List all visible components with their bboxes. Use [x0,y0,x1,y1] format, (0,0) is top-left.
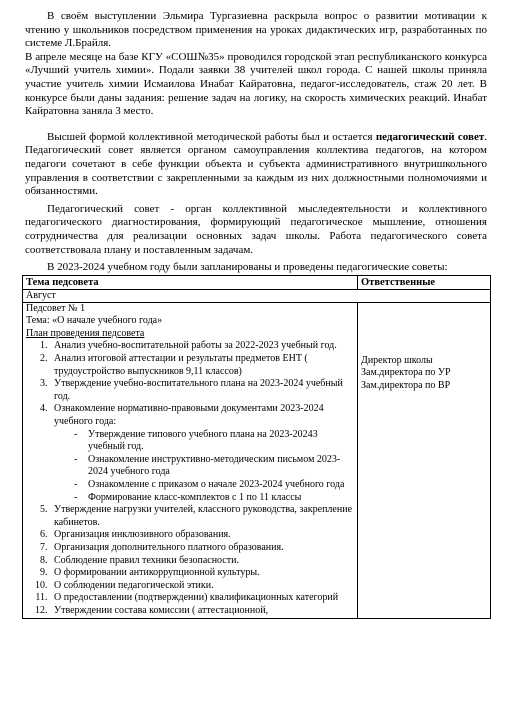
intro-text: Высшей формой коллективной методической работы был и остается [47,130,376,143]
header-responsible: Ответственные [358,275,491,289]
list-item: 10. О соблюдении педагогической этики. [50,580,354,593]
month-label: Август [23,289,491,302]
list-item: 12. Утверждении состава комиссии ( аттестационной, [50,605,354,618]
responsible-deputy-vr: Зам.директора по ВР [361,379,451,391]
bold-term: педагогический совет [375,130,485,143]
list-item: 11. О предоставлении (подтверждении) квалификационных категорий [50,592,354,605]
list-item: 2. Анализ итоговой аттестации и результаты предметов ЕНТ ( трудоустройство выпускников 9,11 классов) [50,353,354,378]
paragraph-contest: В апреле месяце на базе КГУ «СОШ№35» проводился городской этап республиканского конкурса «Лучший учитель химии». Подали заявки 38 учителей школ города. С нашей школы приняла участие учитель химии Исмаилова Инабат Кайратовна, педагог-исследователь, стаж 20 лет. В конкурсе были даны задания: решение задач на логику, на скорость химических реакций. Инабат Кайратовна заняла 3 место. [25,50,487,118]
sub-list-item: - Формирование класс-комплектов с 1 по 11 классы [74,492,354,505]
responsible-cell [358,302,491,618]
header-topic: Тема педсовета [23,275,358,289]
table-header-row [23,275,491,289]
plan-title: План проведения педсовета [26,327,145,339]
council-number: Педсовет № 1 [26,302,86,314]
list-item: 6. Организация инклюзивного образования. [50,529,354,542]
sub-list [54,429,354,505]
council-details [23,302,358,618]
sub-list-item: - Ознакомление с приказом о начале 2023-2024 учебного года [74,479,354,492]
responsible-deputy-ur: Зам.директора по УР [361,367,451,379]
pedsovet-table [22,275,491,619]
responsible-director: Директор школы [361,354,433,366]
list-item: 8. Соблюдение правил техники безопасности. [50,555,354,568]
intro-rest: . Педагогический совет является органом самоуправления коллектива педагогов, на котором педагоги сочетают в себе функции объекта и субъекта административного внутришкольного управления в соответствии с закрепленными за каждым из них должностными полномочиями и обязанностями. [25,130,487,198]
paragraph-speech: В своём выступлении Эльмира Тургазиевна раскрыла вопрос о развитии мотивации к чтению у школьников посредством применения на уроках дидактических игр, разработанных по системе Л.Брайля. [25,10,487,50]
list-item: 9. О формировании антикоррупционной культуры. [50,567,354,580]
paragraph-pedsovet-intro [25,131,487,199]
month-row [23,289,491,302]
document-page [25,10,487,619]
list-item: 7. Организация дополнительного платного образования. [50,542,354,555]
plan-list [26,340,354,617]
list-item: 1. Анализ учебно-воспитательной работы за 2022-2023 учебный год. [50,340,354,353]
sub-list-item: - Ознакомление инструктивно-методическим письмом 2023-2024 учебного года [74,454,354,479]
paragraph-pedsovet-definition: Педагогический совет - орган коллективной мыследеятельности и коллективного педагогического диагностирования, формирующий педагогическое мышление, отношения сотрудничества для реализации основных задач школы. Работа педагогического совета соответствовала плану и поставленным задачам. [25,202,487,256]
list-item: 5. Утверждение нагрузки учителей, классного руководства, закрепление кабинетов. [50,504,354,529]
council-topic: Тема: «О начале учебного года» [26,315,163,327]
list-item: 3. Утверждение учебно-воспитательного плана на 2023-2024 учебный год. [50,378,354,403]
sub-list-item: - Утверждение типового учебного плана на 2023-20243 учебный год. [74,429,354,454]
list-item-text: Ознакомление нормативно-правовыми документами 2023-2024 учебного года: [54,403,324,428]
table-row [23,302,491,618]
paragraph-table-intro: В 2023-2024 учебном году были запланированы и проведены педагогические советы: [47,261,448,274]
list-item [50,403,354,504]
